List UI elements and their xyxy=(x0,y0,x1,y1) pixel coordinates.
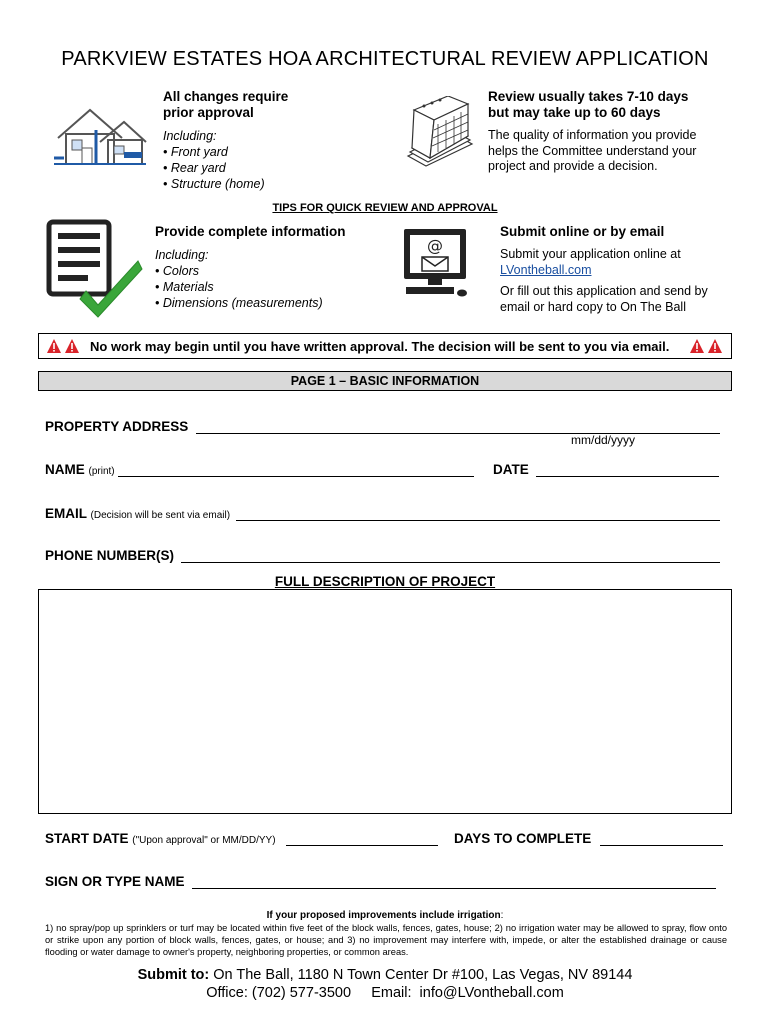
phone-field[interactable] xyxy=(181,562,720,563)
property-address-field[interactable] xyxy=(196,433,720,434)
date-format-hint: mm/dd/yyyy xyxy=(571,433,636,447)
list-item: • Structure (home) xyxy=(163,177,265,191)
warning-icon xyxy=(689,338,725,354)
description-label: FULL DESCRIPTION OF PROJECT xyxy=(274,574,496,589)
irrigation-body: 1) no spray/pop up sprinklers or turf may be located within five feet of the block walls, fences, gates, house; 2) no irrigation water may be allowed to spray, flow onto or strike upon any portion of block walls, fences, gates, or house; and 3) no improvement may interfere with, impede, or alter the established drainage or cause flooding or water damage to owner's property, neighboring properties, or common areas. xyxy=(45,923,727,957)
start-date-label: START DATE ("Upon approval" or MM/DD/YY) xyxy=(45,831,276,846)
email-field[interactable] xyxy=(236,520,720,521)
svg-text:@: @ xyxy=(427,236,443,255)
days-to-complete-label: DAYS TO COMPLETE xyxy=(454,831,592,846)
sign-label: SIGN OR TYPE NAME xyxy=(45,874,185,889)
list-item: • Rear yard xyxy=(163,161,226,175)
list-item: • Front yard xyxy=(163,145,228,159)
submit-online-heading: Submit online or by email xyxy=(500,224,665,239)
changes-list xyxy=(163,128,265,192)
warning-text: No work may begin until you have written approval. The decision will be sent to you via email. xyxy=(90,339,670,354)
warning-icon xyxy=(46,338,82,354)
complete-info-heading: Provide complete information xyxy=(155,224,346,239)
list-item: • Colors xyxy=(155,264,199,278)
lvontheball-link[interactable]: LVontheball.com xyxy=(500,262,592,277)
house-icon xyxy=(52,104,148,168)
list-item: • Materials xyxy=(155,280,214,294)
date-label: DATE xyxy=(493,462,529,477)
date-field[interactable] xyxy=(536,476,719,477)
checklist-icon xyxy=(46,219,144,319)
review-heading: Review usually takes 7-10 days but may take up to 60 days xyxy=(488,89,689,120)
name-field[interactable] xyxy=(118,476,474,477)
computer-email-icon xyxy=(400,227,472,299)
tips-heading: TIPS FOR QUICK REVIEW AND APPROVAL xyxy=(272,202,498,214)
irrigation-heading: If your proposed improvements include irrigation: xyxy=(266,910,504,921)
name-label: NAME (print) xyxy=(45,462,115,477)
changes-heading: All changes require prior approval xyxy=(163,89,289,120)
sign-field[interactable] xyxy=(192,888,716,889)
calendar-icon xyxy=(404,96,476,168)
submit-address: Submit to: On The Ball, 1180 N Town Center Dr #100, Las Vegas, NV 89144 xyxy=(137,967,633,983)
submit-online-body: Submit your application online at LVontheball.com Or fill out this application and send by email or hard copy to On The Ball xyxy=(500,247,708,314)
days-to-complete-field[interactable] xyxy=(600,845,723,846)
page-header-label: PAGE 1 – BASIC INFORMATION xyxy=(290,374,480,388)
property-address-label: PROPERTY ADDRESS xyxy=(45,419,189,434)
description-textarea[interactable] xyxy=(38,589,732,814)
list-item: • Dimensions (measurements) xyxy=(155,296,323,310)
page-title: PARKVIEW ESTATES HOA ARCHITECTURAL REVIEW APPLICATION xyxy=(61,48,709,70)
start-date-field[interactable] xyxy=(286,845,438,846)
submit-contact: Office: (702) 577-3500 Email: info@LVontheball.com xyxy=(206,985,564,1001)
review-body: The quality of information you provide helps the Committee understand your project and provide a decision. xyxy=(488,128,697,173)
complete-info-list xyxy=(155,247,323,311)
changes-including: Including: xyxy=(163,129,217,143)
contact-email[interactable]: info@LVontheball.com xyxy=(419,985,564,1001)
phone-label: PHONE NUMBER(S) xyxy=(45,548,175,563)
complete-including: Including: xyxy=(155,248,209,262)
email-label: EMAIL (Decision will be sent via email) xyxy=(45,506,231,521)
